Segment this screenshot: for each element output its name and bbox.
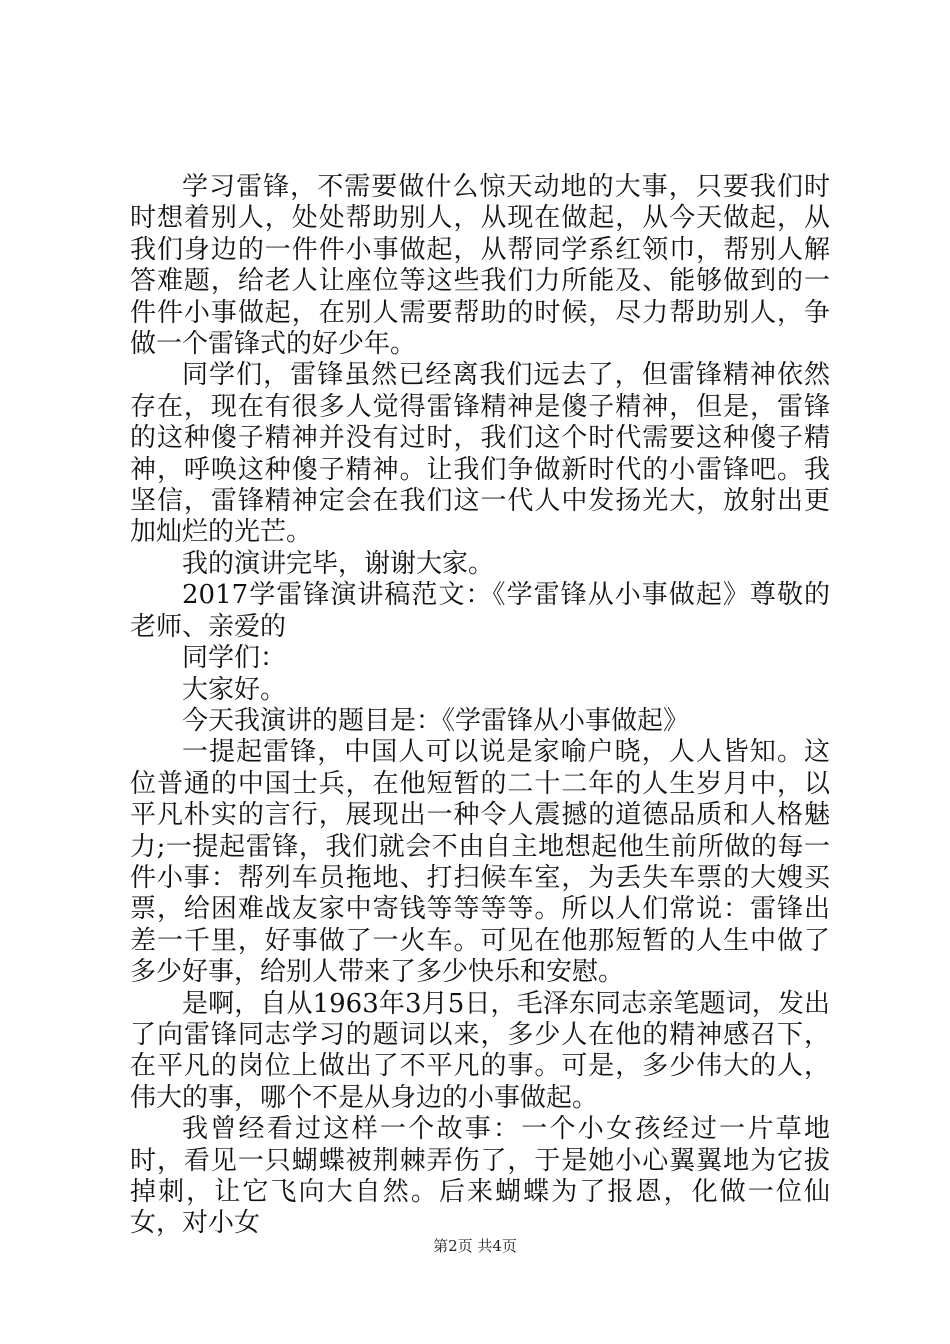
page-number-footer: 第2页 共4页 (433, 1237, 517, 1255)
paragraph-6: 大家好。 (182, 674, 287, 705)
document-body (130, 172, 830, 1240)
paragraph-1: 学习雷锋，不需要做什么惊天动地的大事，只要我们时时想着别人，处处帮助别人，从现在做起，从今天做起，从我们身边的一件件小事做起，从帮同学系红领巾，帮别人解答难题，给老人让座位等这些我们力所能及、能够做到的一件件小事做起，在别人需要帮助的时候，尽力帮助别人，争做一个雷锋式的好少年。 (130, 172, 830, 360)
paragraph-8: 一提起雷锋，中国人可以说是家喻户晓，人人皆知。这位普通的中国士兵，在他短暂的二十二年的人生岁月中，以平凡朴实的言行，展现出一种令人震撼的道德品质和人格魅力;一提起雷锋，我们就会不由自主地想起他生前所做的每一件小事：帮列车员拖地、打扫候车室，为丢失车票的大嫂买票，给困难战友家中寄钱等等等等。所以人们常说：雷锋出差一千里，好事做了一火车。可见在他那短暂的人生中做了多少好事，给别人带来了多少快乐和安慰。 (130, 737, 830, 988)
paragraph-3: 我的演讲完毕，谢谢大家。 (182, 548, 495, 579)
paragraph-2: 同学们，雷锋虽然已经离我们远去了，但雷锋精神依然存在，现在有很多人觉得雷锋精神是傻子精神，但是，雷锋的这种傻子精神并没有过时，我们这个时代需要这种傻子精神，呼唤这种傻子精神。让我们争做新时代的小雷锋吧。我坚信，雷锋精神定会在我们这一代人中发扬光大，放射出更加灿烂的光芒。 (130, 360, 830, 548)
paragraph-4: 2017学雷锋演讲稿范文：《学雷锋从小事做起》尊敬的老师、亲爱的 (130, 580, 830, 642)
paragraph-5: 同学们： (182, 643, 287, 674)
paragraph-7: 今天我演讲的题目是：《学雷锋从小事做起》 (182, 705, 690, 736)
paragraph-9: 是啊，自从1963年3月5日，毛泽东同志亲笔题词，发出了向雷锋同志学习的题词以来，多少人在他的精神感召下，在平凡的岗位上做出了不平凡的事。可是，多少伟大的人，伟大的事，哪个不是从身边的小事做起。 (130, 988, 830, 1113)
paragraph-10: 我曾经看过这样一个故事：一个小女孩经过一片草地时，看见一只蝴蝶被荆棘弄伤了，于是她小心翼翼地为它拔掉刺，让它飞向大自然。后来蝴蝶为了报恩，化做一位仙女，对小女 (130, 1114, 830, 1239)
